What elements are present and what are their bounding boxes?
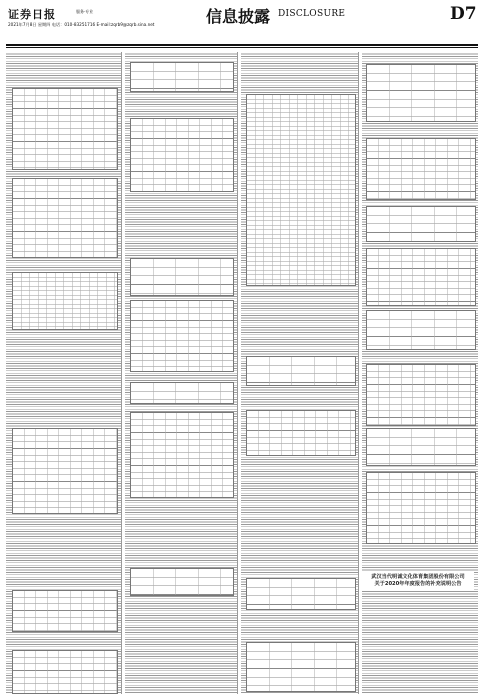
masthead-rule-thin (6, 47, 478, 48)
announcement-subtitle: 关于2020年年度报告的补充说明公告 (374, 581, 462, 587)
data-table (246, 642, 356, 692)
data-table (130, 300, 234, 372)
page-number: D7 (450, 4, 477, 24)
data-table (246, 410, 356, 456)
data-table (130, 118, 234, 192)
data-table (12, 272, 118, 330)
announcement-title: 武汉当代明诚文化体育集团股份有限公司 (371, 574, 465, 580)
data-table (246, 94, 356, 286)
data-table (366, 472, 476, 544)
data-table (12, 428, 118, 514)
data-table (130, 62, 234, 92)
data-table (246, 356, 356, 386)
data-table (130, 258, 234, 296)
announcement-heading (362, 572, 474, 590)
data-table (366, 64, 476, 122)
masthead (6, 4, 478, 44)
masthead-rule (6, 44, 478, 46)
data-table (130, 412, 234, 498)
dateline: 2021年7月8日 星期四 电话：010-83251716 E-mail:zqrb9@zqrb.sina.net (8, 22, 155, 27)
logo-tagline: 服务·专业 (76, 9, 94, 14)
data-table (366, 310, 476, 350)
data-table (366, 364, 476, 426)
data-table (130, 568, 234, 596)
data-table (366, 248, 476, 306)
data-table (12, 650, 118, 694)
section-title-english: DISCLOSURE (278, 9, 346, 19)
data-table (366, 428, 476, 466)
data-table (12, 178, 118, 258)
newspaper-logo: 证券日报 (8, 8, 56, 21)
data-table (366, 138, 476, 200)
data-table (12, 590, 118, 632)
data-table (246, 578, 356, 610)
data-table (366, 206, 476, 242)
section-title: 信息披露 (206, 7, 271, 26)
data-table (130, 382, 234, 404)
data-table (12, 88, 118, 170)
